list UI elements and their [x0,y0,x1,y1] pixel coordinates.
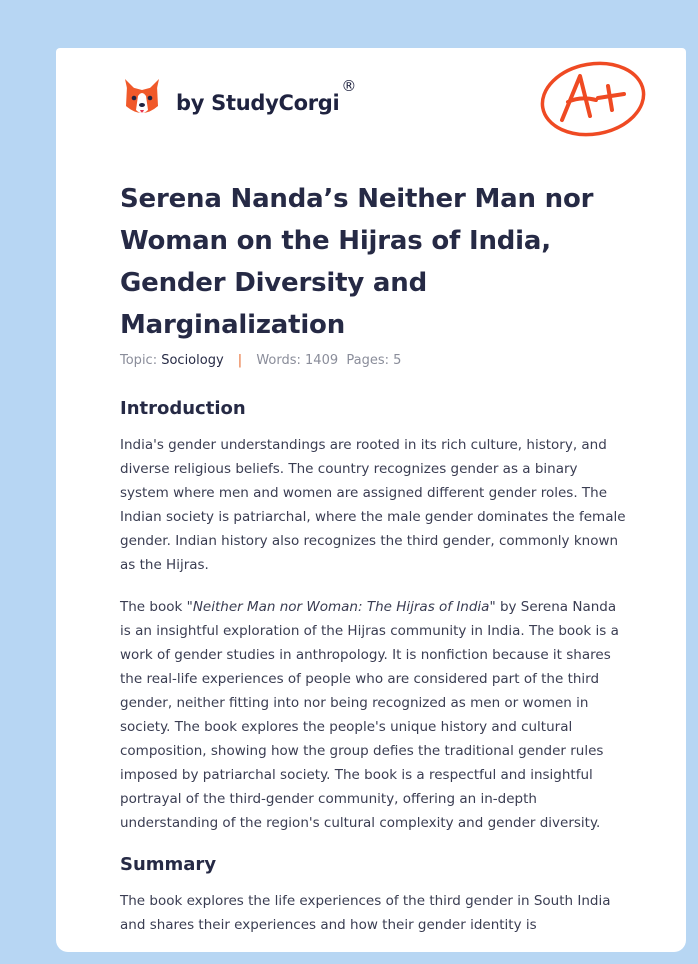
paragraph-intro-2 [120,595,630,835]
paragraph-text: " by Serena Nanda is an insightful exploration of the Hijras community in India. The book is a work of gender studies in anthropology. It is nonfiction because it shares the real-life experiences of people who are considered part of the third gender, neither fitting into nor being recognized as men or women in society. The book explores the people's unique history and cultural composition, showing how the group defies the traditional gender rules imposed by patriarchal society. The book is a respectful and insightful portrayal of the third-gender community, offering an in-depth understanding of the region's cultural complexity and gender diversity. [120,599,619,831]
studycorgi-logo[interactable] [122,76,356,120]
paragraph-summary-1: The book explores the life experiences of the third gender in South India and shares their experiences and how their gender identity is [120,893,611,933]
paragraph-intro-1: India's gender understandings are rooted in its rich culture, history, and diverse religious beliefs. The country recognizes gender as a binary system where men and women are assigned different gender roles. The Indian society is patriarchal, where the male gender dominates the female gender. Indian history also recognizes the third gender, commonly known as the Hijras. [120,437,626,573]
section-heading-summary: Summary [120,854,217,875]
book-title: Neither Man nor Woman: The Hijras of India [192,599,490,615]
brand-name: by StudyCorgi [176,91,340,115]
section-heading-introduction: Introduction [120,398,246,419]
page-count: Pages: 5 [346,353,402,368]
topic-link[interactable]: Sociology [161,353,224,368]
corgi-icon [122,76,162,120]
topic-label: Topic: [120,353,158,368]
registered-mark: ® [341,77,357,95]
article-title: Serena Nanda’s Neither Man nor Woman on the Hijras of India, Gender Diversity and Marginalization [120,184,594,340]
article-page [56,48,686,952]
grade-badge [538,58,650,146]
paragraph-text: The book " [120,599,193,615]
a-plus-stamp-icon [538,58,650,142]
word-count: Words: 1409 [256,353,339,368]
article-meta [120,353,401,368]
meta-separator: | [237,353,243,368]
